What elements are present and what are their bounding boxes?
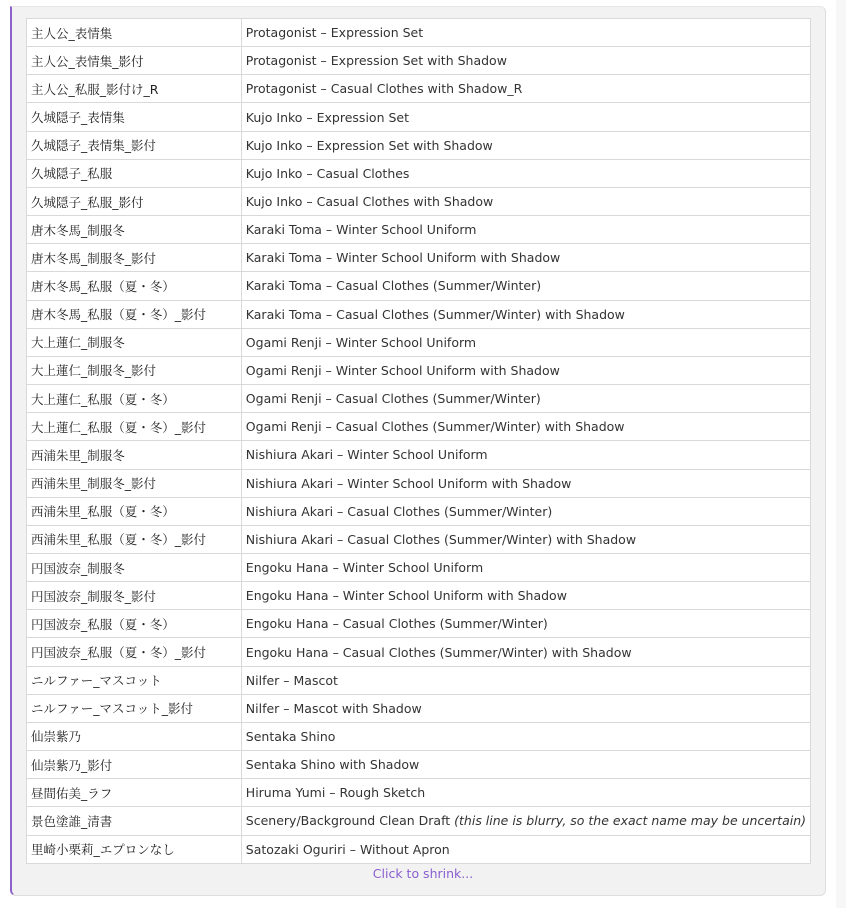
japanese-name-cell: 唐木冬馬_私服（夏・冬）_影付	[27, 300, 242, 328]
english-translation-cell	[241, 835, 810, 863]
table-row	[27, 835, 811, 863]
japanese-name-cell: 仙崇紫乃_影付	[27, 751, 242, 779]
table-row	[27, 469, 811, 497]
japanese-name-cell: 大上蓮仁_制服冬_影付	[27, 356, 242, 384]
table-row	[27, 103, 811, 131]
english-translation-text: Kujo Inko – Expression Set	[245, 109, 409, 125]
english-translation-cell	[241, 610, 810, 638]
english-translation-cell	[241, 187, 810, 215]
english-translation-text: Ogami Renji – Casual Clothes (Summer/Winter)	[245, 391, 541, 407]
english-translation-cell	[241, 582, 810, 610]
english-translation-text: Nilfer – Mascot with Shadow	[245, 700, 422, 716]
table-row	[27, 19, 811, 47]
table-row	[27, 610, 811, 638]
japanese-name-cell: 昼間佑美_ラフ	[27, 779, 242, 807]
table-row	[27, 216, 811, 244]
english-translation-cell	[241, 131, 810, 159]
japanese-name-cell: 仙崇紫乃	[27, 722, 242, 750]
table-row	[27, 413, 811, 441]
table-row	[27, 807, 811, 835]
english-translation-cell	[241, 469, 810, 497]
table-row	[27, 497, 811, 525]
japanese-name-cell: 景色塗誰_清書	[27, 807, 242, 835]
english-translation-text: Satozaki Oguriri – Without Apron	[245, 841, 450, 857]
japanese-name-cell: 里崎小栗莉_エプロンなし	[27, 835, 242, 863]
table-row	[27, 441, 811, 469]
table-row	[27, 666, 811, 694]
english-translation-text: Nishiura Akari – Casual Clothes (Summer/Winter) with Shadow	[245, 531, 637, 547]
japanese-name-cell: 久城隠子_私服_影付	[27, 187, 242, 215]
english-translation-text: Karaki Toma – Winter School Uniform	[245, 222, 477, 238]
english-translation-text: Engoku Hana – Casual Clothes (Summer/Winter)	[245, 616, 548, 632]
english-translation-cell	[241, 328, 810, 356]
table-row	[27, 525, 811, 553]
table-row	[27, 356, 811, 384]
english-translation-cell	[241, 159, 810, 187]
english-translation-cell	[241, 300, 810, 328]
uncertainty-note: (this line is blurry, so the exact name may be uncertain)	[454, 813, 806, 829]
japanese-name-cell: 円国波奈_制服冬_影付	[27, 582, 242, 610]
table-row	[27, 187, 811, 215]
english-translation-text: Karaki Toma – Winter School Uniform with Shadow	[245, 250, 561, 266]
table-row	[27, 300, 811, 328]
english-translation-text: Ogami Renji – Winter School Uniform with Shadow	[245, 362, 560, 378]
english-translation-text: Karaki Toma – Casual Clothes (Summer/Winter)	[245, 278, 542, 294]
english-translation-text: Protagonist – Casual Clothes with Shadow_R	[245, 81, 523, 97]
english-translation-text: Kujo Inko – Casual Clothes with Shadow	[245, 194, 494, 210]
english-translation-text: Kujo Inko – Expression Set with Shadow	[245, 137, 493, 153]
english-translation-cell	[241, 666, 810, 694]
japanese-name-cell: 大上蓮仁_制服冬	[27, 328, 242, 356]
table-row	[27, 131, 811, 159]
table-row	[27, 722, 811, 750]
english-translation-cell	[241, 19, 810, 47]
english-translation-cell	[241, 694, 810, 722]
english-translation-text: Nishiura Akari – Winter School Uniform with Shadow	[245, 475, 572, 491]
english-translation-cell	[241, 441, 810, 469]
english-translation-cell	[241, 272, 810, 300]
english-translation-text: Sentaka Shino with Shadow	[245, 757, 420, 773]
japanese-name-cell: 西浦朱里_私服（夏・冬）	[27, 497, 242, 525]
table-row	[27, 75, 811, 103]
japanese-name-cell: 大上蓮仁_私服（夏・冬）_影付	[27, 413, 242, 441]
table-row	[27, 694, 811, 722]
english-translation-cell	[241, 553, 810, 581]
table-row	[27, 582, 811, 610]
shrink-toggle-link[interactable]: Click to shrink...	[372, 866, 474, 881]
japanese-name-cell: ニルファー_マスコット	[27, 666, 242, 694]
english-translation-cell	[241, 722, 810, 750]
english-translation-cell	[241, 216, 810, 244]
english-translation-cell	[241, 75, 810, 103]
english-translation-text: Engoku Hana – Casual Clothes (Summer/Winter) with Shadow	[245, 644, 632, 660]
table-row	[27, 385, 811, 413]
english-translation-cell	[241, 103, 810, 131]
table-row	[27, 272, 811, 300]
japanese-name-cell: 円国波奈_制服冬	[27, 553, 242, 581]
japanese-name-cell: 西浦朱里_制服冬_影付	[27, 469, 242, 497]
english-translation-cell	[241, 779, 810, 807]
english-translation-text: Nishiura Akari – Winter School Uniform	[245, 447, 488, 463]
translation-table	[26, 18, 811, 864]
english-translation-text: Kujo Inko – Casual Clothes	[245, 165, 410, 181]
table-row	[27, 159, 811, 187]
table-row	[27, 751, 811, 779]
table-row	[27, 47, 811, 75]
english-translation-text: Ogami Renji – Winter School Uniform	[245, 334, 477, 350]
english-translation-cell	[241, 356, 810, 384]
table-row	[27, 779, 811, 807]
english-translation-text: Nishiura Akari – Casual Clothes (Summer/Winter)	[245, 503, 553, 519]
english-translation-text: Nilfer – Mascot	[245, 672, 338, 688]
japanese-name-cell: 唐木冬馬_制服冬	[27, 216, 242, 244]
japanese-name-cell: 円国波奈_私服（夏・冬）	[27, 610, 242, 638]
english-translation-cell	[241, 244, 810, 272]
japanese-name-cell: 主人公_表情集_影付	[27, 47, 242, 75]
english-translation-text: Hiruma Yumi – Rough Sketch	[245, 785, 426, 801]
english-translation-text: Engoku Hana – Winter School Uniform	[245, 560, 484, 576]
japanese-name-cell: 久城隠子_私服	[27, 159, 242, 187]
japanese-name-cell: 主人公_私服_影付け_R	[27, 75, 242, 103]
english-translation-cell	[241, 413, 810, 441]
english-translation-cell	[241, 638, 810, 666]
english-translation-text: Engoku Hana – Winter School Uniform with Shadow	[245, 588, 567, 604]
english-translation-text: Karaki Toma – Casual Clothes (Summer/Winter) with Shadow	[245, 306, 625, 322]
japanese-name-cell: 久城隠子_表情集	[27, 103, 242, 131]
english-translation-text: Scenery/Background Clean Draft	[245, 813, 455, 829]
japanese-name-cell: 円国波奈_私服（夏・冬）_影付	[27, 638, 242, 666]
english-translation-cell	[241, 47, 810, 75]
japanese-name-cell: 大上蓮仁_私服（夏・冬）	[27, 385, 242, 413]
japanese-name-cell: ニルファー_マスコット_影付	[27, 694, 242, 722]
table-row	[27, 244, 811, 272]
table-row	[27, 553, 811, 581]
english-translation-text: Sentaka Shino	[245, 728, 336, 744]
english-translation-cell	[241, 751, 810, 779]
english-translation-cell	[241, 497, 810, 525]
english-translation-text: Protagonist – Expression Set with Shadow	[245, 53, 507, 69]
japanese-name-cell: 西浦朱里_私服（夏・冬）_影付	[27, 525, 242, 553]
page-scrollbar[interactable]	[836, 0, 846, 908]
table-row	[27, 638, 811, 666]
japanese-name-cell: 唐木冬馬_制服冬_影付	[27, 244, 242, 272]
japanese-name-cell: 主人公_表情集	[27, 19, 242, 47]
japanese-name-cell: 西浦朱里_制服冬	[27, 441, 242, 469]
japanese-name-cell: 唐木冬馬_私服（夏・冬）	[27, 272, 242, 300]
english-translation-cell	[241, 807, 810, 835]
english-translation-cell	[241, 385, 810, 413]
english-translation-cell	[241, 525, 810, 553]
table-row	[27, 328, 811, 356]
english-translation-text: Ogami Renji – Casual Clothes (Summer/Winter) with Shadow	[245, 419, 625, 435]
english-translation-text: Protagonist – Expression Set	[245, 25, 424, 41]
japanese-name-cell: 久城隠子_表情集_影付	[27, 131, 242, 159]
